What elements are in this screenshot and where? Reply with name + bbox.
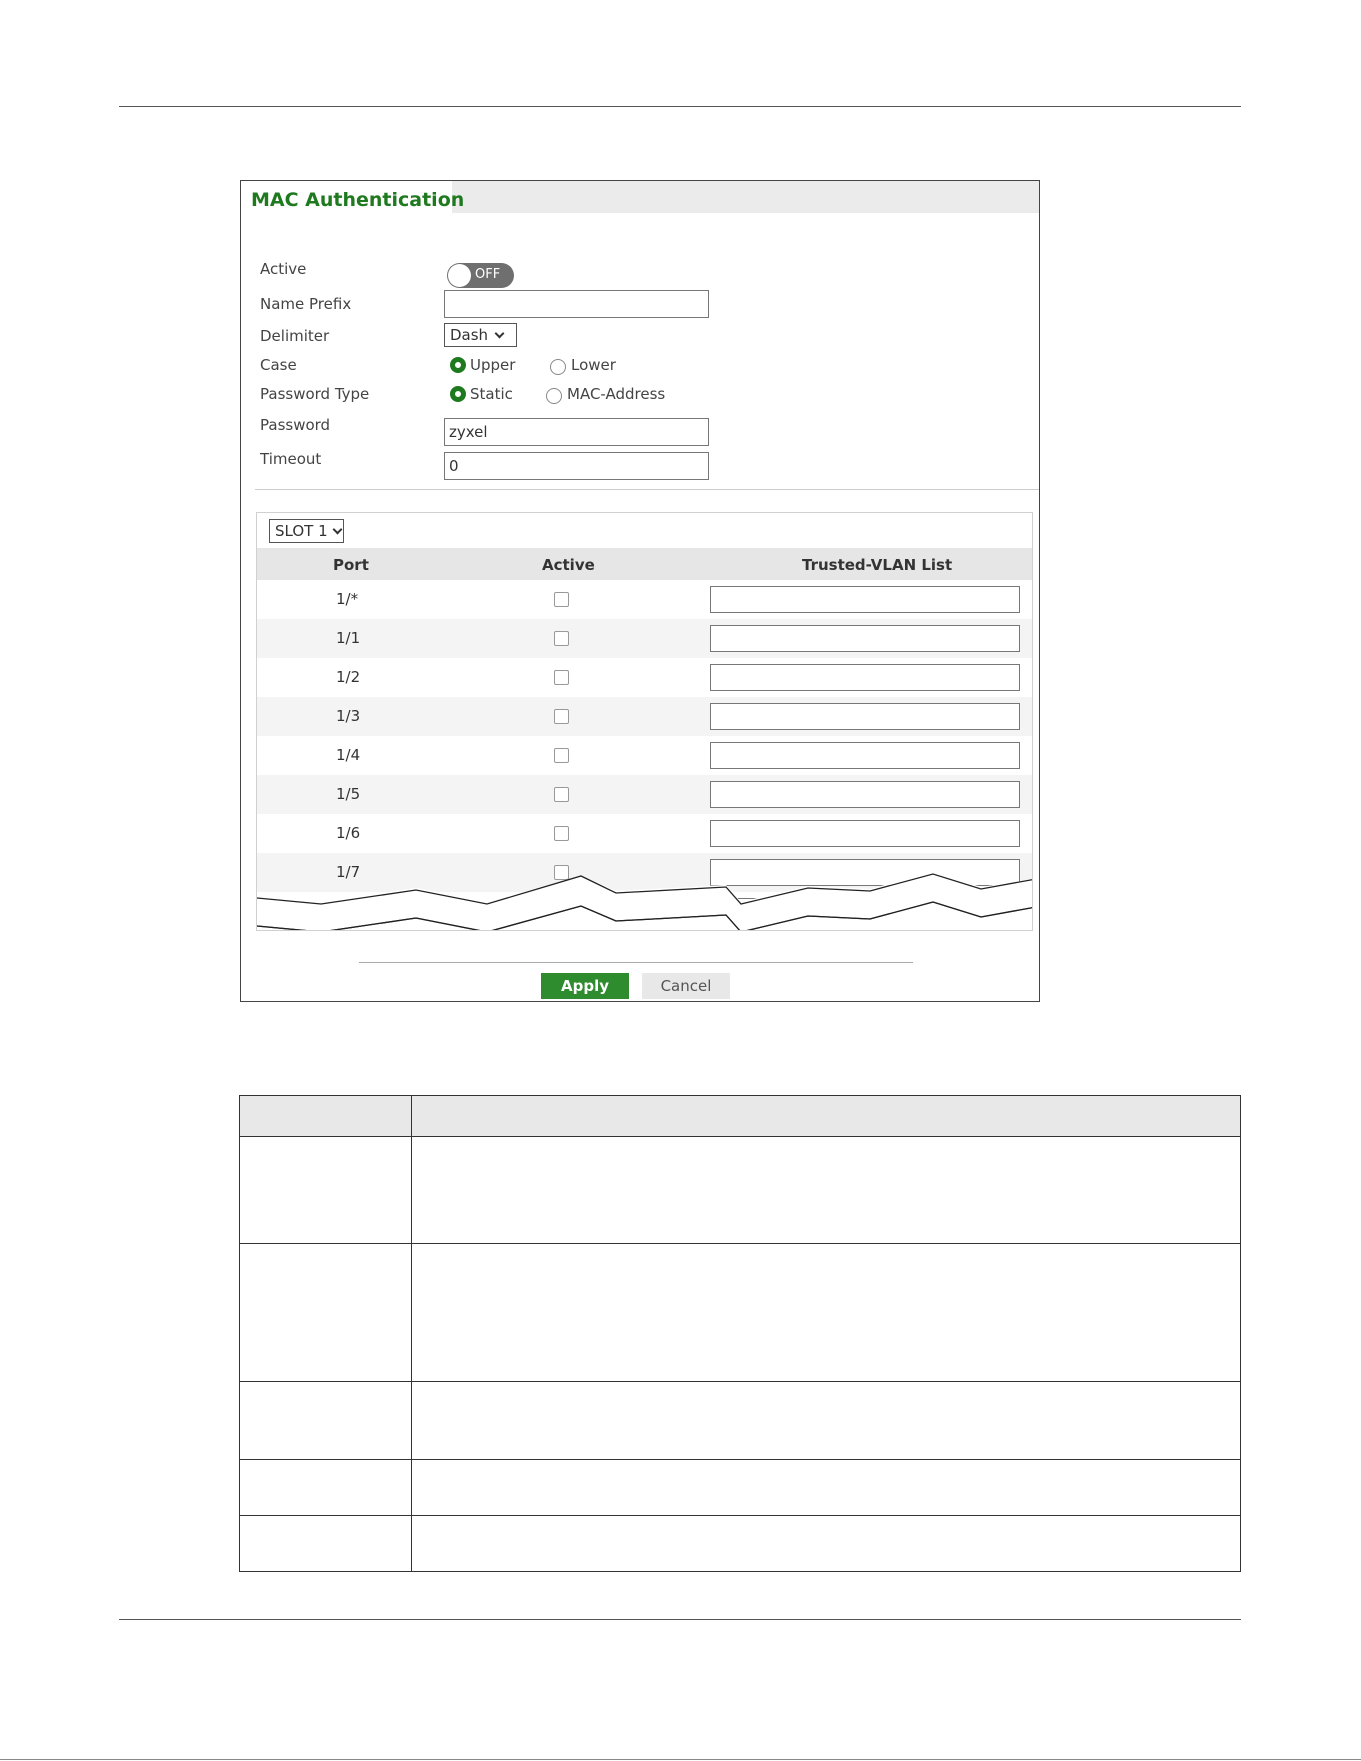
section-divider bbox=[255, 489, 1039, 490]
delimiter-value: Dash bbox=[450, 326, 489, 344]
port-cell: 1/4 bbox=[336, 746, 361, 764]
port-cell: 1/2 bbox=[336, 668, 361, 686]
timeout-input[interactable]: 0 bbox=[444, 452, 709, 480]
header-rule bbox=[119, 106, 1241, 107]
page-edge-rule bbox=[0, 1759, 1361, 1760]
col-active: Active bbox=[542, 556, 595, 574]
apply-button[interactable]: Apply bbox=[541, 973, 629, 999]
description-label-cell bbox=[240, 1382, 412, 1460]
delimiter-select[interactable] bbox=[444, 323, 517, 347]
password-type-static-radio[interactable] bbox=[450, 386, 466, 402]
port-cell: 1/5 bbox=[336, 785, 361, 803]
panel-title-tab: MAC Authentication bbox=[241, 181, 452, 215]
footer-rule bbox=[119, 1619, 1241, 1620]
port-cell: 1/7 bbox=[336, 863, 361, 881]
description-text-cell bbox=[412, 1244, 1241, 1382]
slot-value: SLOT 1 bbox=[275, 522, 328, 540]
port-table bbox=[256, 512, 1033, 931]
description-header-description bbox=[412, 1096, 1241, 1137]
description-label-cell bbox=[240, 1244, 412, 1382]
mac-authentication-panel bbox=[240, 180, 1040, 1002]
description-text-cell bbox=[412, 1516, 1241, 1572]
port-cell: 1/3 bbox=[336, 707, 361, 725]
description-row bbox=[240, 1137, 1241, 1244]
password-type-mac-label: MAC-Address bbox=[567, 385, 666, 403]
port-cell: 1/* bbox=[336, 590, 359, 608]
password-type-mac-radio[interactable] bbox=[546, 388, 562, 404]
toggle-state: OFF bbox=[475, 267, 501, 282]
password-input[interactable]: zyxel bbox=[444, 418, 709, 446]
toggle-knob bbox=[448, 264, 471, 287]
description-label-cell bbox=[240, 1137, 412, 1244]
port-cell: 1/6 bbox=[336, 824, 361, 842]
description-row bbox=[240, 1516, 1241, 1572]
description-header-label bbox=[240, 1096, 412, 1137]
port-cell: 1/1 bbox=[336, 629, 361, 647]
timeout-label: Timeout bbox=[260, 450, 322, 468]
button-divider bbox=[359, 962, 913, 963]
description-row bbox=[240, 1244, 1241, 1382]
col-trusted-vlan: Trusted-VLAN List bbox=[802, 556, 953, 574]
active-label: Active bbox=[260, 260, 307, 278]
table-break-mark bbox=[257, 513, 1033, 931]
col-port: Port bbox=[333, 556, 369, 574]
case-lower-label: Lower bbox=[571, 356, 616, 374]
name-prefix-input[interactable] bbox=[444, 290, 709, 318]
description-label-cell bbox=[240, 1516, 412, 1572]
description-text-cell bbox=[412, 1382, 1241, 1460]
case-upper-radio[interactable] bbox=[450, 357, 466, 373]
description-header-row bbox=[240, 1096, 1241, 1137]
description-row bbox=[240, 1382, 1241, 1460]
description-row bbox=[240, 1460, 1241, 1516]
cancel-button[interactable]: Cancel bbox=[642, 973, 730, 999]
description-text-cell bbox=[412, 1460, 1241, 1516]
description-label-cell bbox=[240, 1460, 412, 1516]
active-toggle[interactable] bbox=[447, 263, 514, 288]
description-table bbox=[239, 1095, 1241, 1572]
delimiter-label: Delimiter bbox=[260, 327, 330, 345]
password-label: Password bbox=[260, 416, 331, 434]
password-type-label: Password Type bbox=[260, 385, 370, 403]
case-label: Case bbox=[260, 356, 297, 374]
description-text-cell bbox=[412, 1137, 1241, 1244]
case-lower-radio[interactable] bbox=[550, 359, 566, 375]
chevron-down-icon bbox=[495, 329, 505, 339]
case-upper-label: Upper bbox=[470, 356, 516, 374]
password-type-static-label: Static bbox=[470, 385, 513, 403]
name-prefix-label: Name Prefix bbox=[260, 295, 352, 313]
